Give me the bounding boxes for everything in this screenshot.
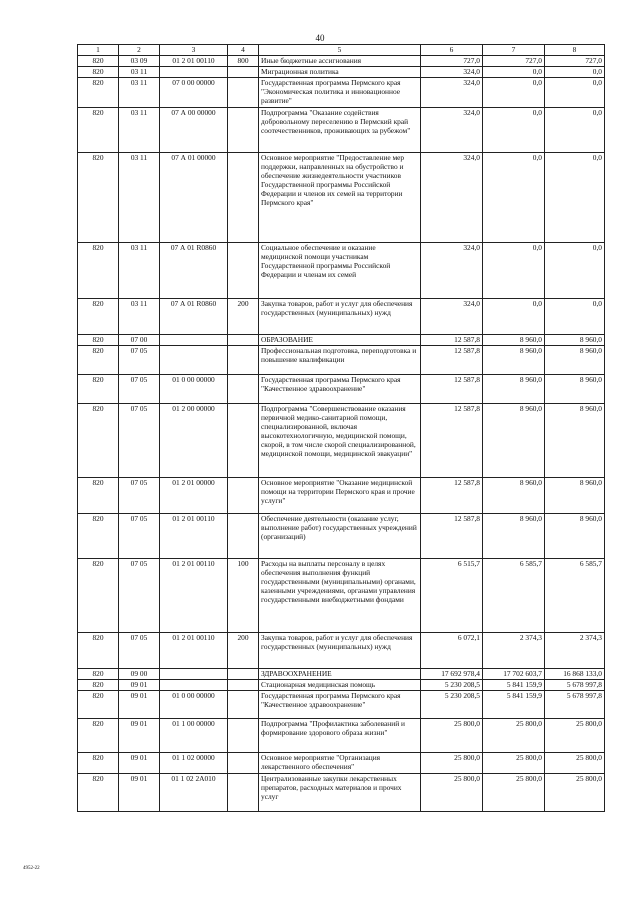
amount-col8: 8 960,0 — [545, 404, 605, 478]
amount-col6: 12 587,8 — [421, 514, 483, 559]
section-code: 03 11 — [119, 243, 160, 299]
amount-col8: 8 960,0 — [545, 335, 605, 346]
table-row — [78, 514, 605, 559]
expense-type-code — [228, 753, 259, 774]
amount-col7: 8 960,0 — [483, 514, 545, 559]
chapter-code: 820 — [78, 559, 119, 633]
section-code: 03 11 — [119, 299, 160, 335]
target-article-code: 01 2 01 00000 — [160, 478, 228, 514]
amount-col6: 12 587,8 — [421, 375, 483, 404]
target-article-code: 07 А 01 00000 — [160, 153, 228, 243]
amount-col6: 324,0 — [421, 67, 483, 78]
item-name: Миграционная политика — [259, 67, 421, 78]
section-code: 09 01 — [119, 719, 160, 753]
amount-col6: 12 587,8 — [421, 335, 483, 346]
target-article-code: 01 1 00 00000 — [160, 719, 228, 753]
section-code: 03 09 — [119, 56, 160, 67]
table-row — [78, 669, 605, 680]
item-name: Государственная программа Пермского края "Экономическая политика и инновационное развитие" — [259, 78, 421, 108]
item-name: Централизованные закупки лекарственных препаратов, расходных материалов и прочих услуг — [259, 774, 421, 812]
section-code: 03 11 — [119, 153, 160, 243]
amount-col6: 17 692 978,4 — [421, 669, 483, 680]
table-row — [78, 633, 605, 669]
amount-col8: 25 800,0 — [545, 774, 605, 812]
item-name: Закупка товаров, работ и услуг для обеспечения государственных (муниципальных) нужд — [259, 633, 421, 669]
chapter-code: 820 — [78, 108, 119, 153]
section-code: 09 01 — [119, 774, 160, 812]
amount-col6: 5 230 208,5 — [421, 691, 483, 719]
item-name: Основное мероприятие "Организация лекарственного обеспечения" — [259, 753, 421, 774]
expense-type-code — [228, 153, 259, 243]
target-article-code: 01 1 02 2А010 — [160, 774, 228, 812]
amount-col8: 8 960,0 — [545, 346, 605, 375]
expense-type-code — [228, 404, 259, 478]
section-code: 03 11 — [119, 67, 160, 78]
expense-type-code: 200 — [228, 299, 259, 335]
column-header: 2 — [119, 45, 160, 56]
chapter-code: 820 — [78, 67, 119, 78]
table-row — [78, 753, 605, 774]
chapter-code: 820 — [78, 153, 119, 243]
table-row — [78, 153, 605, 243]
target-article-code: 01 2 01 00110 — [160, 633, 228, 669]
amount-col6: 6 515,7 — [421, 559, 483, 633]
section-code: 07 05 — [119, 346, 160, 375]
chapter-code: 820 — [78, 404, 119, 478]
item-name: Обеспечение деятельности (оказание услуг, выполнение работ) государственных учреждений (организаций) — [259, 514, 421, 559]
amount-col7: 25 800,0 — [483, 719, 545, 753]
amount-col8: 727,0 — [545, 56, 605, 67]
expense-type-code — [228, 67, 259, 78]
item-name: Государственная программа Пермского края "Качественное здравоохранение" — [259, 691, 421, 719]
expense-type-code — [228, 375, 259, 404]
amount-col6: 324,0 — [421, 78, 483, 108]
section-code: 07 05 — [119, 375, 160, 404]
chapter-code: 820 — [78, 774, 119, 812]
amount-col8: 8 960,0 — [545, 375, 605, 404]
amount-col7: 8 960,0 — [483, 375, 545, 404]
expense-type-code — [228, 108, 259, 153]
target-article-code: 01 1 02 00000 — [160, 753, 228, 774]
expense-type-code — [228, 691, 259, 719]
amount-col7: 5 841 159,9 — [483, 691, 545, 719]
amount-col7: 8 960,0 — [483, 346, 545, 375]
item-name: Основное мероприятие "Предоставление мер поддержки, направленных на обустройство и обеспечение жизнедеятельности участников Государственной программы Российской Федерации и членов их семей на территории Пермского края" — [259, 153, 421, 243]
item-name: Основное мероприятие "Оказание медицинской помощи на территории Пермского края и прочие услуги" — [259, 478, 421, 514]
section-code: 09 01 — [119, 680, 160, 691]
footer-code: 4952-22 — [23, 866, 40, 871]
section-code: 07 05 — [119, 559, 160, 633]
amount-col8: 8 960,0 — [545, 514, 605, 559]
item-name: Социальное обеспечение и оказание медицинской помощи участникам Государственной программы Российской Федерации и членам их семей — [259, 243, 421, 299]
column-header: 6 — [421, 45, 483, 56]
table-row — [78, 67, 605, 78]
amount-col7: 0,0 — [483, 67, 545, 78]
chapter-code: 820 — [78, 346, 119, 375]
section-code: 07 05 — [119, 478, 160, 514]
amount-col8: 25 800,0 — [545, 719, 605, 753]
amount-col7: 0,0 — [483, 243, 545, 299]
amount-col6: 727,0 — [421, 56, 483, 67]
amount-col8: 0,0 — [545, 153, 605, 243]
table-row — [78, 375, 605, 404]
amount-col8: 0,0 — [545, 243, 605, 299]
section-code: 07 00 — [119, 335, 160, 346]
chapter-code: 820 — [78, 335, 119, 346]
table-row — [78, 299, 605, 335]
amount-col7: 17 702 603,7 — [483, 669, 545, 680]
table-row — [78, 243, 605, 299]
column-header: 5 — [259, 45, 421, 56]
amount-col7: 0,0 — [483, 108, 545, 153]
column-header: 8 — [545, 45, 605, 56]
expense-type-code — [228, 719, 259, 753]
target-article-code: 07 А 01 R0860 — [160, 243, 228, 299]
target-article-code — [160, 680, 228, 691]
amount-col8: 0,0 — [545, 78, 605, 108]
amount-col6: 324,0 — [421, 243, 483, 299]
expense-type-code — [228, 514, 259, 559]
amount-col7: 8 960,0 — [483, 404, 545, 478]
chapter-code: 820 — [78, 478, 119, 514]
amount-col6: 12 587,8 — [421, 404, 483, 478]
amount-col6: 324,0 — [421, 108, 483, 153]
item-name: Стационарная медицинская помощь — [259, 680, 421, 691]
column-header: 1 — [78, 45, 119, 56]
chapter-code: 820 — [78, 680, 119, 691]
expense-type-code — [228, 346, 259, 375]
section-code: 07 05 — [119, 514, 160, 559]
target-article-code: 07 0 00 00000 — [160, 78, 228, 108]
amount-col6: 12 587,8 — [421, 346, 483, 375]
target-article-code — [160, 67, 228, 78]
amount-col8: 0,0 — [545, 67, 605, 78]
expense-type-code: 800 — [228, 56, 259, 67]
page-number: 40 — [315, 33, 325, 43]
item-name: Подпрограмма "Оказание содействия добровольному переселению в Пермский край соотечественников, проживающих за рубежом" — [259, 108, 421, 153]
item-name: Подпрограмма "Совершенствование оказания первичной медико-санитарной помощи, специализированной, включая высокотехнологичную, медицинской помощи, скорой, в том числе скорой специализированной, медицинской помощи, медицинской эвакуации" — [259, 404, 421, 478]
target-article-code: 07 А 00 00000 — [160, 108, 228, 153]
table-row — [78, 774, 605, 812]
amount-col7: 6 585,7 — [483, 559, 545, 633]
target-article-code: 01 0 00 00000 — [160, 691, 228, 719]
expense-type-code — [228, 243, 259, 299]
amount-col8: 16 868 133,0 — [545, 669, 605, 680]
table-row — [78, 719, 605, 753]
amount-col6: 6 072,1 — [421, 633, 483, 669]
target-article-code: 01 2 01 00110 — [160, 514, 228, 559]
chapter-code: 820 — [78, 719, 119, 753]
table-row — [78, 78, 605, 108]
expense-type-code: 100 — [228, 559, 259, 633]
target-article-code — [160, 346, 228, 375]
target-article-code: 01 2 01 00110 — [160, 56, 228, 67]
table-row — [78, 346, 605, 375]
table-row — [78, 108, 605, 153]
expense-type-code — [228, 774, 259, 812]
header-row — [78, 45, 605, 56]
section-code: 09 00 — [119, 669, 160, 680]
expense-type-code — [228, 78, 259, 108]
section-code: 09 01 — [119, 691, 160, 719]
expense-type-code — [228, 335, 259, 346]
table-row — [78, 691, 605, 719]
target-article-code — [160, 669, 228, 680]
chapter-code: 820 — [78, 56, 119, 67]
chapter-code: 820 — [78, 669, 119, 680]
amount-col8: 5 678 997,8 — [545, 691, 605, 719]
target-article-code: 01 2 01 00110 — [160, 559, 228, 633]
item-name: ЗДРАВООХРАНЕНИЕ — [259, 669, 421, 680]
amount-col8: 5 678 997,8 — [545, 680, 605, 691]
amount-col8: 2 374,3 — [545, 633, 605, 669]
item-name: Закупка товаров, работ и услуг для обеспечения государственных (муниципальных) нужд — [259, 299, 421, 335]
amount-col6: 324,0 — [421, 153, 483, 243]
amount-col6: 324,0 — [421, 299, 483, 335]
chapter-code: 820 — [78, 78, 119, 108]
amount-col8: 8 960,0 — [545, 478, 605, 514]
amount-col7: 0,0 — [483, 153, 545, 243]
amount-col6: 25 800,0 — [421, 719, 483, 753]
target-article-code — [160, 335, 228, 346]
chapter-code: 820 — [78, 514, 119, 559]
section-code: 03 11 — [119, 108, 160, 153]
amount-col7: 8 960,0 — [483, 478, 545, 514]
amount-col7: 5 841 159,9 — [483, 680, 545, 691]
amount-col7: 0,0 — [483, 78, 545, 108]
section-code: 09 01 — [119, 753, 160, 774]
item-name: Профессиональная подготовка, переподготовка и повышение квалификации — [259, 346, 421, 375]
item-name: Подпрограмма "Профилактика заболеваний и формирование здорового образа жизни" — [259, 719, 421, 753]
amount-col8: 25 800,0 — [545, 753, 605, 774]
amount-col7: 25 800,0 — [483, 753, 545, 774]
amount-col8: 0,0 — [545, 299, 605, 335]
amount-col7: 25 800,0 — [483, 774, 545, 812]
amount-col7: 2 374,3 — [483, 633, 545, 669]
amount-col6: 25 800,0 — [421, 753, 483, 774]
amount-col7: 0,0 — [483, 299, 545, 335]
column-header: 4 — [228, 45, 259, 56]
expense-type-code — [228, 680, 259, 691]
item-name: Государственная программа Пермского края "Качественное здравоохранение" — [259, 375, 421, 404]
section-code: 07 05 — [119, 633, 160, 669]
expense-type-code — [228, 478, 259, 514]
expense-type-code — [228, 669, 259, 680]
chapter-code: 820 — [78, 753, 119, 774]
chapter-code: 820 — [78, 299, 119, 335]
chapter-code: 820 — [78, 633, 119, 669]
column-header: 3 — [160, 45, 228, 56]
amount-col8: 0,0 — [545, 108, 605, 153]
amount-col6: 25 800,0 — [421, 774, 483, 812]
amount-col7: 727,0 — [483, 56, 545, 67]
column-header: 7 — [483, 45, 545, 56]
table-row — [78, 56, 605, 67]
target-article-code: 01 0 00 00000 — [160, 375, 228, 404]
amount-col8: 6 585,7 — [545, 559, 605, 633]
table-row — [78, 478, 605, 514]
table-row — [78, 335, 605, 346]
item-name: Расходы на выплаты персоналу в целях обеспечения выполнения функций государственными (муниципальными) органами, казенными учреждениями, органами управления государственными внебюджетными фондами — [259, 559, 421, 633]
chapter-code: 820 — [78, 691, 119, 719]
target-article-code: 07 А 01 R0860 — [160, 299, 228, 335]
item-name: Иные бюджетные ассигнования — [259, 56, 421, 67]
item-name: ОБРАЗОВАНИЕ — [259, 335, 421, 346]
table-row — [78, 404, 605, 478]
chapter-code: 820 — [78, 375, 119, 404]
chapter-code: 820 — [78, 243, 119, 299]
amount-col6: 5 230 208,5 — [421, 680, 483, 691]
section-code: 03 11 — [119, 78, 160, 108]
table-row — [78, 559, 605, 633]
target-article-code: 01 2 00 00000 — [160, 404, 228, 478]
section-code: 07 05 — [119, 404, 160, 478]
amount-col6: 12 587,8 — [421, 478, 483, 514]
amount-col7: 8 960,0 — [483, 335, 545, 346]
table-row — [78, 680, 605, 691]
expense-type-code: 200 — [228, 633, 259, 669]
budget-table — [77, 44, 605, 812]
